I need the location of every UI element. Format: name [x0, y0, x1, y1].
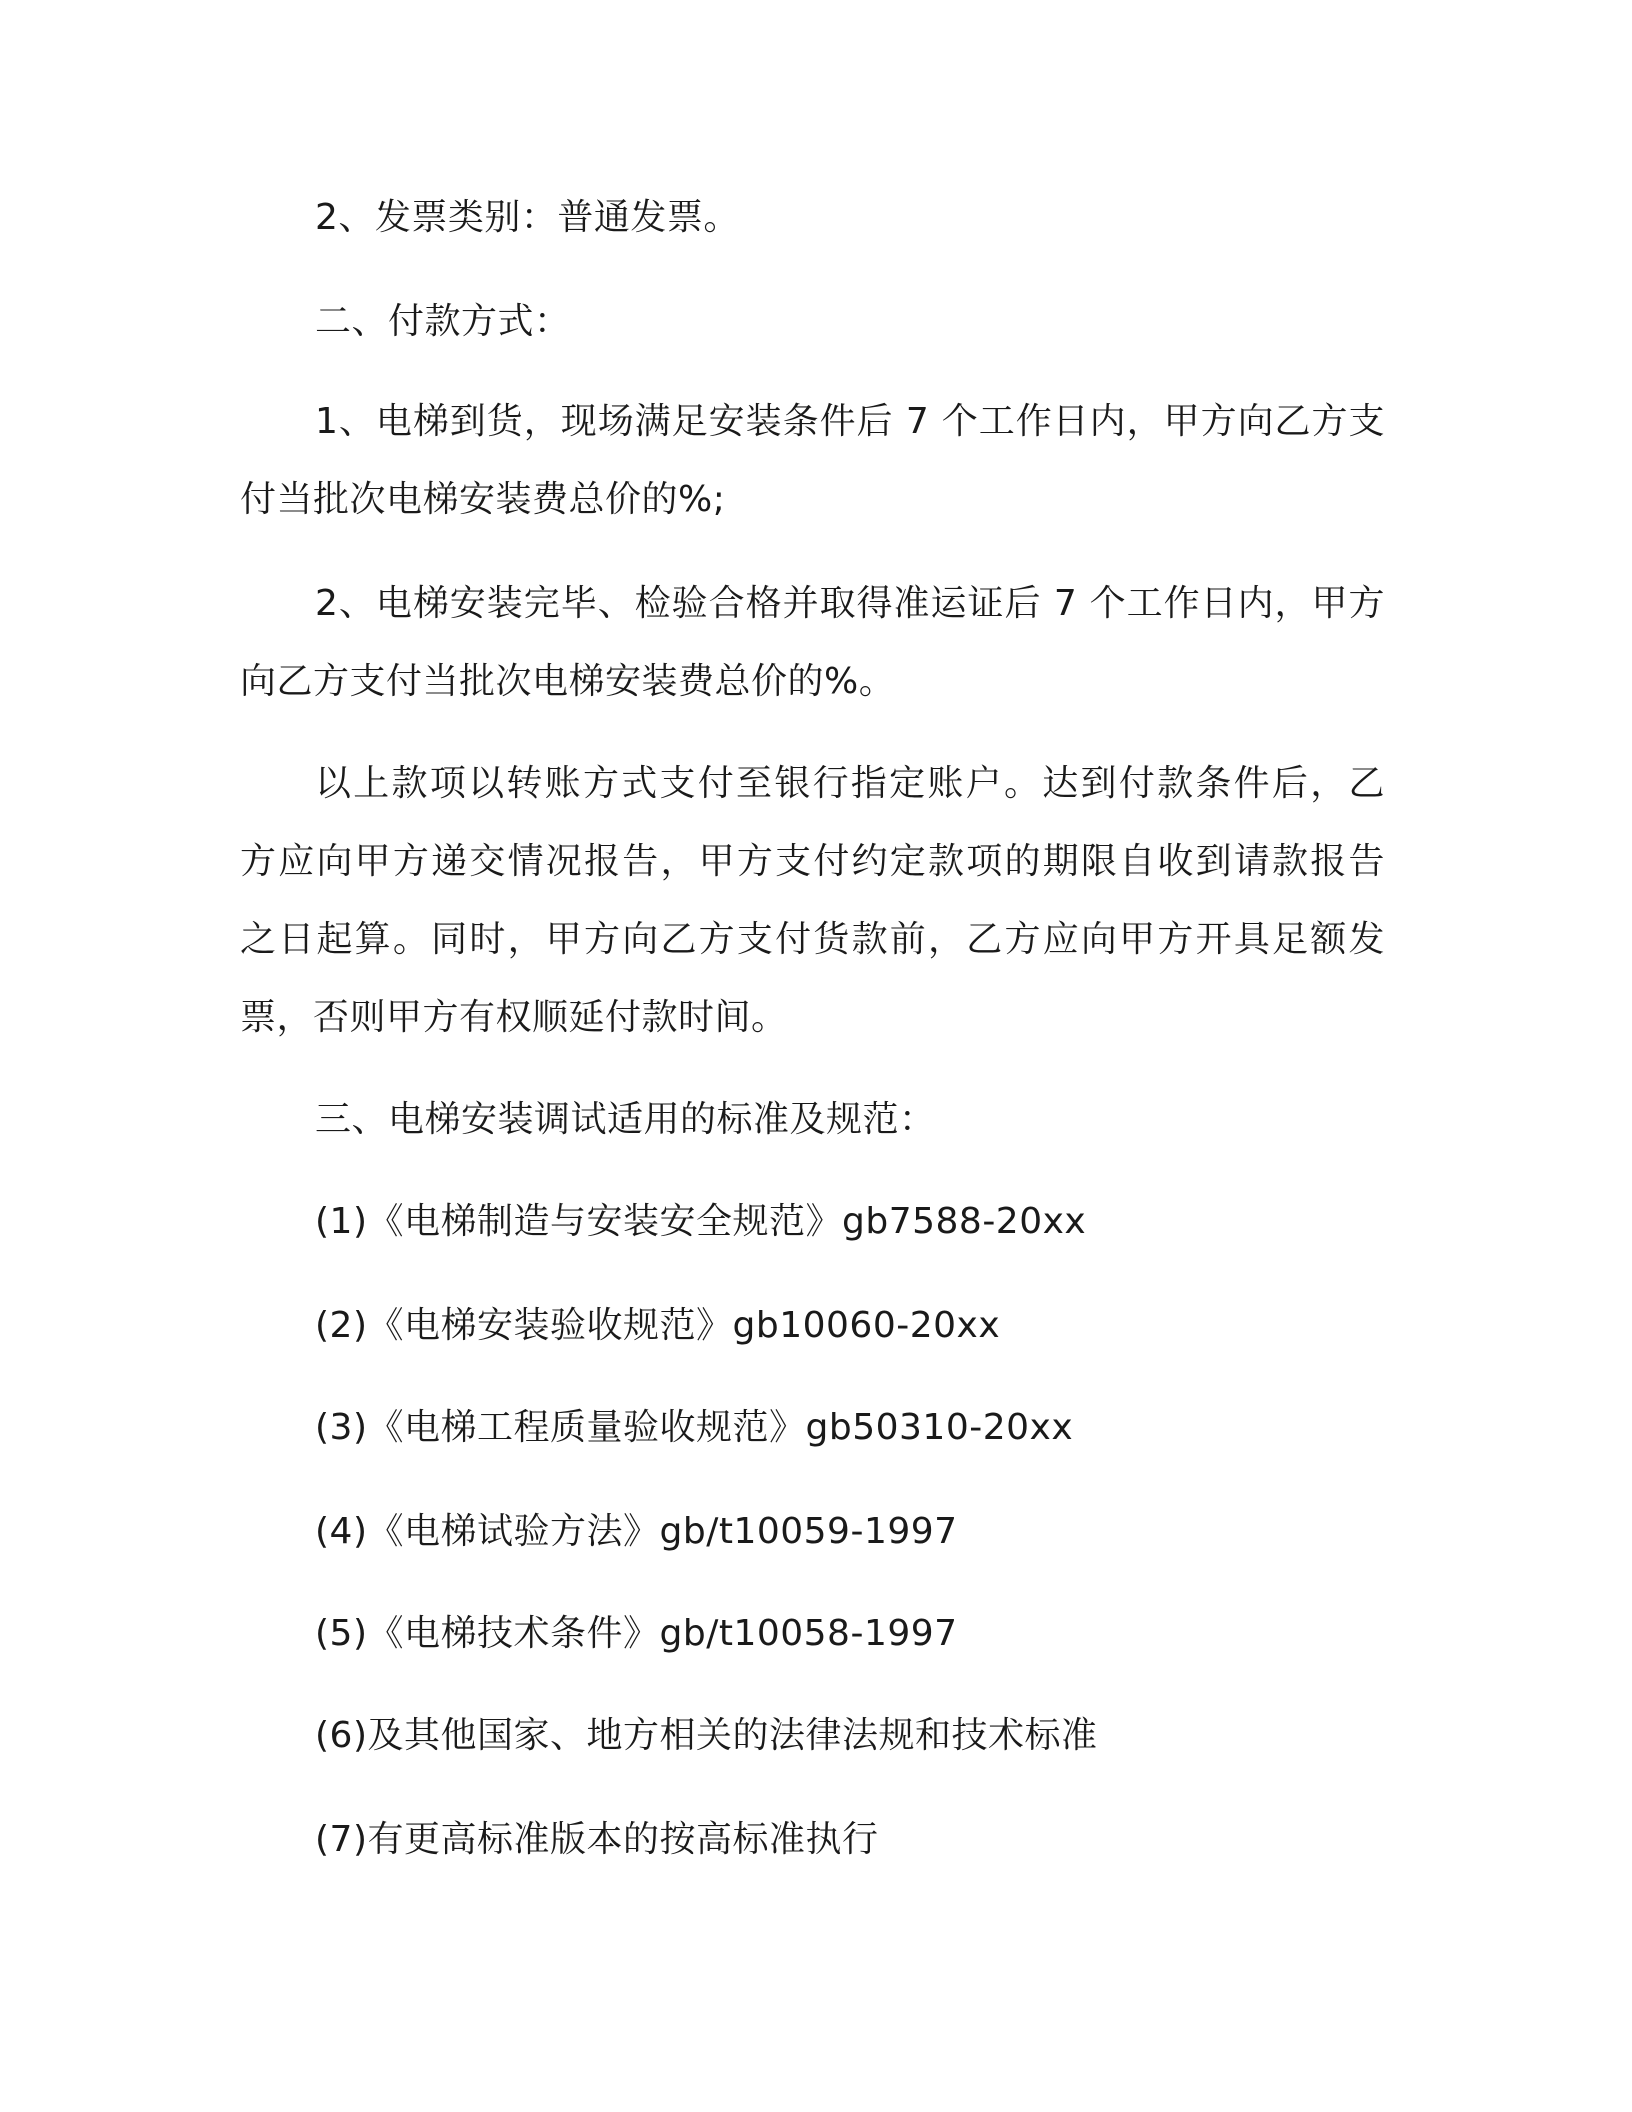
payment-clause-2-text-1: 2、电梯安装完毕、检验合格并取得准运证后 7 个工作日内，甲方	[315, 583, 1385, 624]
payment-clause-1-line-2: 付当批次电梯安装费总价的%;	[240, 479, 726, 520]
payment-clause-1-line-1	[315, 398, 1385, 446]
standard-item-7: (7)有更高标准版本的按高标准执行	[315, 1819, 879, 1860]
standard-item-1: (1)《电梯制造与安装安全规范》gb7588-20xx	[315, 1201, 1087, 1242]
payment-clause-2-line-2: 向乙方支付当批次电梯安装费总价的%。	[240, 661, 896, 702]
standard-item-6: (6)及其他国家、地方相关的法律法规和技术标准	[315, 1715, 1098, 1756]
transfer-paragraph-line-4: 票，否则甲方有权顺延付款时间。	[240, 997, 788, 1038]
standards-heading: 三、电梯安装调试适用的标准及规范：	[315, 1099, 936, 1140]
payment-method-heading: 二、付款方式：	[315, 301, 571, 342]
payment-clause-2-line-1	[315, 580, 1385, 628]
transfer-paragraph-line-3	[240, 916, 1385, 964]
invoice-type-line: 2、发票类别：普通发票。	[315, 197, 740, 238]
standard-item-3: (3)《电梯工程质量验收规范》gb50310-20xx	[315, 1407, 1074, 1448]
transfer-paragraph-text-2: 方应向甲方递交情况报告，甲方支付约定款项的期限自收到请款报告	[240, 841, 1385, 882]
standard-item-5: (5)《电梯技术条件》gb/t10058-1997	[315, 1613, 958, 1654]
transfer-paragraph-line-1	[315, 760, 1385, 808]
standard-item-4: (4)《电梯试验方法》gb/t10059-1997	[315, 1511, 958, 1552]
transfer-paragraph-text-1: 以上款项以转账方式支付至银行指定账户。达到付款条件后，乙	[315, 763, 1385, 804]
transfer-paragraph-line-2	[240, 838, 1385, 886]
standard-item-2: (2)《电梯安装验收规范》gb10060-20xx	[315, 1305, 1001, 1346]
payment-clause-1-text-1: 1、电梯到货，现场满足安装条件后 7 个工作日内，甲方向乙方支	[315, 401, 1385, 442]
transfer-paragraph-text-3: 之日起算。同时，甲方向乙方支付货款前，乙方应向甲方开具足额发	[240, 919, 1385, 960]
